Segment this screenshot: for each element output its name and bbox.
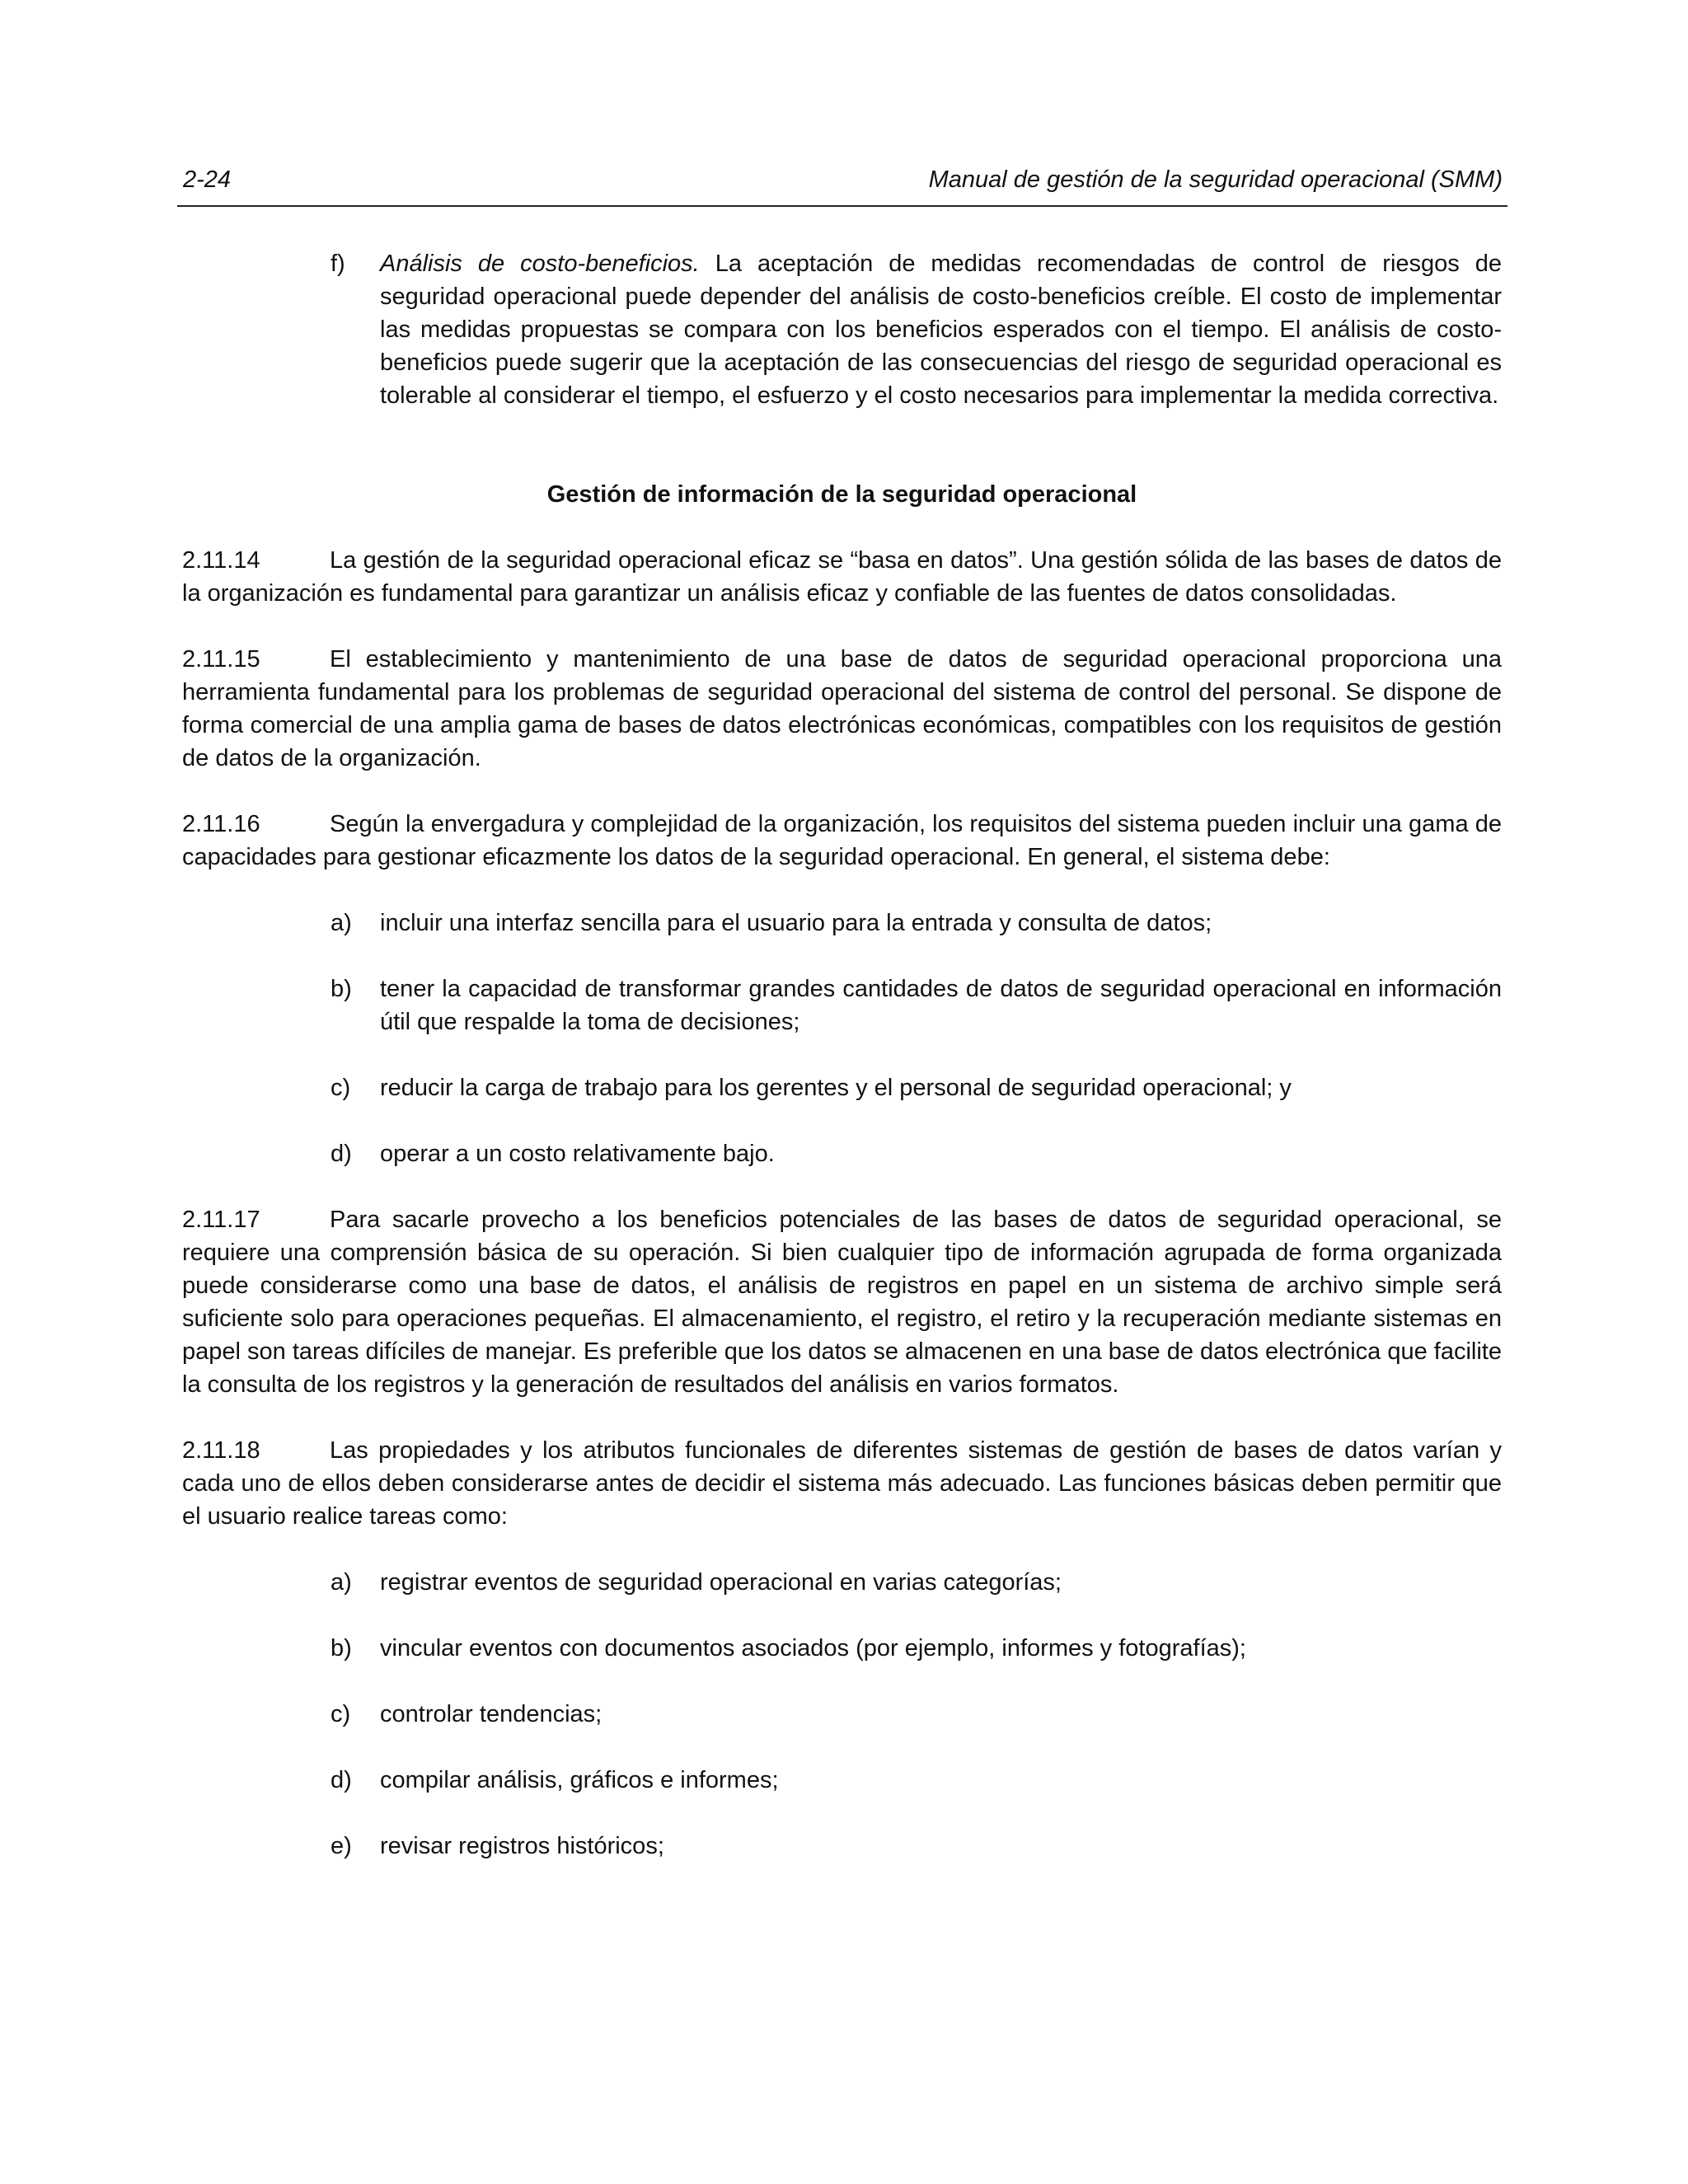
list-marker: b) [331, 976, 352, 1002]
list-marker: a) [331, 1569, 352, 1596]
paragraph-text: Para sacarle provecho a los beneficios potenciales de las bases de datos de seguridad operacional, se requiere una comprensión básica de su operación. Si bien cualquier tipo de información agrupada de forma organizada puede considerarse como una base de datos, el análisis de registros en papel en un sistema de archivo simple será suficiente solo para operaciones pequeñas. El almacenamiento, el registro, el retiro y la recuperación mediante sistemas en papel son tareas difíciles de manejar. Es preferible que los datos se almacenen en una base de datos electrónica que facilite la consulta de los registros y la generación de resultados del análisis en varios formatos. [182, 1207, 1502, 1398]
list-marker: f) [331, 251, 345, 277]
paragraph-text: La gestión de la seguridad operacional eficaz se “basa en datos”. Una gestión sólida de las bases de datos de la organización es fundamental para garantizar un análisis eficaz y confiable de las fuentes de datos consolidadas. [182, 547, 1502, 607]
header-rule [177, 205, 1507, 207]
list-marker: b) [331, 1635, 352, 1661]
list-marker: d) [331, 1767, 352, 1793]
list-marker: e) [331, 1833, 352, 1859]
paragraph-2-11-16 [182, 808, 1502, 874]
paragraph-2-11-14 [182, 544, 1502, 610]
list-item [331, 1632, 1502, 1665]
paragraph-2-11-17 [182, 1203, 1502, 1401]
list-item [331, 1764, 1502, 1797]
list-item-lead: Análisis de costo-beneficios. [380, 251, 700, 277]
list-item-text: controlar tendencias; [380, 1701, 603, 1727]
page-number: 2-24 [183, 166, 232, 193]
paragraph-text: El establecimiento y mantenimiento de una base de datos de seguridad operacional proporciona una herramienta fundamental para los problemas de seguridad operacional del sistema de control del personal. Se dispone de forma comercial de una amplia gama de bases de datos electrónicas económicas, compatibles con los requisitos de gestión de datos de la organización. [182, 646, 1502, 771]
list-marker: c) [331, 1075, 351, 1101]
list-item-text: reducir la carga de trabajo para los gerentes y el personal de seguridad operacional; y [380, 1075, 1292, 1101]
list-item [331, 907, 1502, 940]
list-item [331, 1830, 1502, 1863]
list-item-text: vincular eventos con documentos asociados (por ejemplo, informes y fotografías); [380, 1635, 1246, 1661]
section-heading: Gestión de información de la seguridad operacional [546, 481, 1137, 508]
list-marker: d) [331, 1141, 352, 1167]
paragraph-number: 2.11.16 [182, 811, 260, 837]
paragraph-number: 2.11.14 [182, 547, 260, 574]
paragraph-text: Las propiedades y los atributos funcionales de diferentes sistemas de gestión de bases de datos varían y cada uno de ellos deben considerarse antes de decidir el sistema más adecuado. Las funciones básicas deben permitir que el usuario realice tareas como: [182, 1437, 1502, 1530]
list-item-text: incluir una interfaz sencilla para el usuario para la entrada y consulta de datos; [380, 910, 1212, 936]
page-header [178, 166, 1507, 203]
list-item [331, 1566, 1502, 1599]
list-item-text: tener la capacidad de transformar grandes cantidades de datos de seguridad operacional en información útil que respalde la toma de decisiones; [380, 976, 1502, 1035]
paragraph-text: Según la envergadura y complejidad de la organización, los requisitos del sistema pueden incluir una gama de capacidades para gestionar eficazmente los datos de la seguridad operacional. En general, el sistema debe: [182, 811, 1502, 870]
paragraph-number: 2.11.17 [182, 1207, 260, 1233]
paragraph-2-11-15 [182, 643, 1502, 775]
page-body [182, 247, 1502, 1896]
list-item-text: revisar registros históricos; [380, 1833, 664, 1859]
paragraph-2-11-18 [182, 1434, 1502, 1533]
list-item-body: La aceptación de medidas recomendadas de control de riesgos de seguridad operacional puede depender del análisis de costo-beneficios creíble. El costo de implementar las medidas propuestas se compara con los beneficios esperados con el tiempo. El análisis de costo-beneficios puede sugerir que la aceptación de las consecuencias del riesgo de seguridad operacional es tolerable al considerar el tiempo, el esfuerzo y el costo necesarios para implementar la medida correctiva. [380, 251, 1502, 409]
list-item-text [380, 247, 1502, 412]
list-item [331, 1071, 1502, 1104]
paragraph-number: 2.11.15 [182, 646, 260, 673]
list-item [331, 1137, 1502, 1170]
paragraph-number: 2.11.18 [182, 1437, 260, 1464]
list-item-text: registrar eventos de seguridad operacional en varias categorías; [380, 1569, 1062, 1596]
list-marker: c) [331, 1701, 351, 1727]
list-item-text: compilar análisis, gráficos e informes; [380, 1767, 779, 1793]
document-title: Manual de gestión de la seguridad operacional (SMM) [928, 166, 1503, 193]
list-item-text: operar a un costo relativamente bajo. [380, 1141, 775, 1167]
list-item [331, 1698, 1502, 1731]
list-item-f [331, 247, 1502, 412]
list-item [331, 972, 1502, 1038]
list-marker: a) [331, 910, 352, 936]
